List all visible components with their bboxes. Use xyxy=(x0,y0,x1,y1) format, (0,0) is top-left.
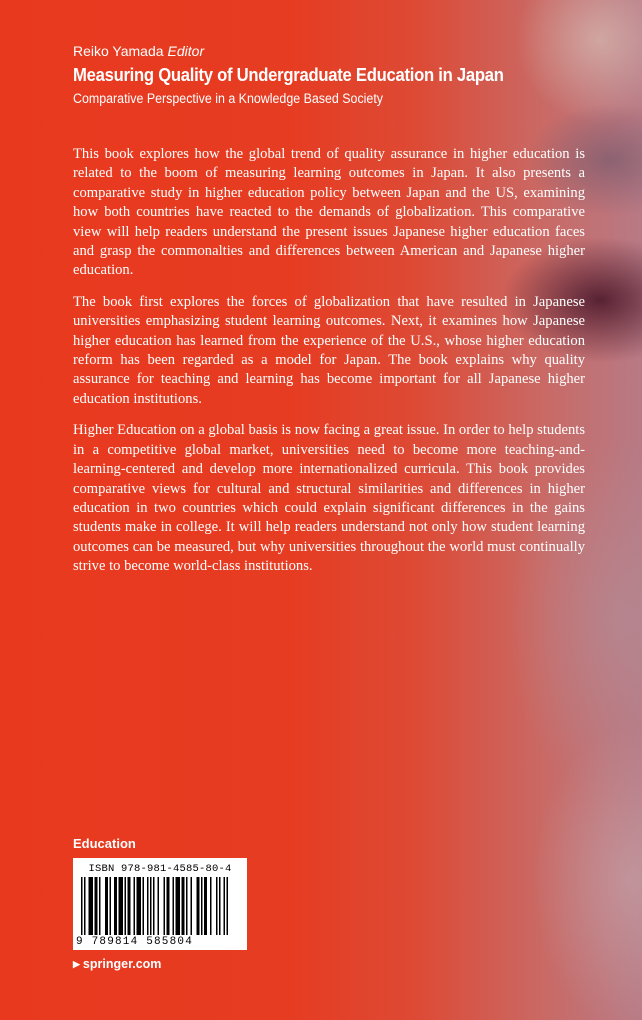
publisher-link[interactable] xyxy=(73,957,161,971)
book-description xyxy=(73,145,585,589)
isbn-barcode xyxy=(73,858,247,950)
author-line xyxy=(73,43,552,59)
isbn-label: ISBN 978-981-4585-80-4 xyxy=(88,863,232,875)
book-subtitle: Comparative Perspective in a Knowledge Based Society xyxy=(73,91,383,106)
description-paragraph: This book explores how the global trend of quality assurance in higher education is related to the boom of measuring learning outcomes in Japan. It also presents a comparative study in higher education policy between Japan and the US, examining how both countries have reacted to the demands of globalization. This comparative view will help readers understand the present issues Japanese higher education faces and grasp the commonalties and differences between American and Japanese higher education. xyxy=(73,146,585,279)
author-name: Reiko Yamada xyxy=(73,43,164,59)
book-title: Measuring Quality of Undergraduate Education in Japan xyxy=(73,64,504,85)
barcode-bars xyxy=(79,877,241,935)
description-paragraph: Higher Education on a global basis is now facing a great issue. In order to help students in a competitive global market, universities need to become more teaching-and-learning-centered and develop more internationalized curricula. This book provides comparative views for cultural and structural similarities and differences in higher education in two countries which could explain significant differences in the gains students make in college. It will help readers understand not only how student learning outcomes can be measured, but why universities throughout the world must continually strive to become world-class institutions. xyxy=(73,422,585,575)
author-role: Editor xyxy=(167,43,205,59)
publisher-url: springer.com xyxy=(82,957,162,971)
cover-header xyxy=(73,43,552,106)
triangle-right-icon: ▶ xyxy=(73,959,80,969)
description-paragraph: The book first explores the forces of globalization that have resulted in Japanese universities emphasizing student learning outcomes. Next, it examines how Japanese higher education has learned from the experience of the U.S., whose higher education reform has been regarded as a model for Japan. The book explains why quality assurance for teaching and learning has become important for all Japanese higher education institutions. xyxy=(73,293,585,407)
barcode-digits: 9 789814 585804 xyxy=(76,936,194,948)
subject-category: Education xyxy=(73,836,136,851)
